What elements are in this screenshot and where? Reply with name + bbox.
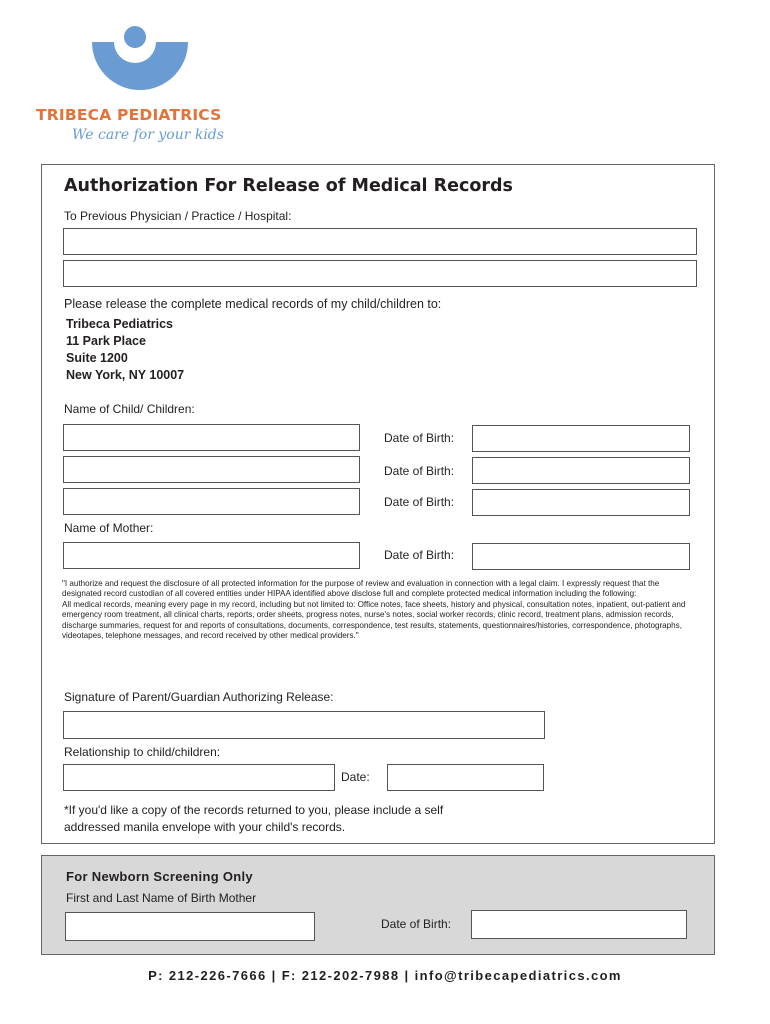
child-name-field-3[interactable] — [63, 488, 360, 515]
recipient-city: New York, NY 10007 — [66, 368, 185, 382]
release-to-label: Please release the complete medical records of my child/children to: — [64, 297, 442, 311]
authorization-paragraph-1: "I authorize and request the disclosure of all protected information for the purpose of review and evaluation in connection with a legal claim. I expressly request that the designated record custodian of all covered entities under HIPAA identified above disclose full and complete protected medical information including the following: — [62, 579, 660, 599]
child-dob-field-3[interactable] — [472, 489, 690, 516]
child-dob-label-1: Date of Birth: — [384, 431, 455, 445]
authorization-paragraph-2: All medical records, meaning every page in my record, including but not limited to: Office notes, face sheets, history and physical, consultation notes, inpatient, out-patient and emergency room treatment, all clinical charts, reports, order sheets, progress notes, nurse's notes, social worker records, clinic record, treatment plans, admission records, discharge summaries, request for and reports of consultations, documents, correspondence, test results, statements, questionnaires/histories, correspondence, photographs, videotapes, telephone messages, and record received by other medical providers." — [62, 599, 686, 641]
mother-name-label: Name of Mother: — [64, 521, 154, 535]
copy-note — [64, 802, 443, 836]
previous-physician-label: To Previous Physician / Practice / Hospital: — [64, 209, 292, 223]
child-dob-field-2[interactable] — [472, 457, 690, 484]
logo-tagline: We care for your kids — [72, 127, 224, 143]
mother-dob-field[interactable] — [472, 543, 690, 570]
previous-physician-field-1[interactable] — [63, 228, 697, 255]
birth-mother-label: First and Last Name of Birth Mother — [66, 891, 257, 905]
child-dob-label-2: Date of Birth: — [384, 464, 455, 478]
child-names-label: Name of Child/ Children: — [64, 402, 195, 416]
authorization-statement — [62, 579, 686, 641]
mother-dob-label: Date of Birth: — [384, 548, 455, 562]
copy-note-line-2: addressed manila envelope with your child's records. — [64, 820, 346, 834]
relationship-field[interactable] — [63, 764, 335, 791]
newborn-dob-field[interactable] — [471, 910, 687, 939]
child-name-field-2[interactable] — [63, 456, 360, 483]
child-name-field-1[interactable] — [63, 424, 360, 451]
recipient-street: 11 Park Place — [66, 334, 146, 348]
recipient-suite: Suite 1200 — [66, 351, 128, 365]
signature-field[interactable] — [63, 711, 545, 739]
previous-physician-field-2[interactable] — [63, 260, 697, 287]
newborn-dob-label: Date of Birth: — [381, 917, 452, 931]
child-dob-label-3: Date of Birth: — [384, 495, 455, 509]
logo-brand-name: TRIBECA PEDIATRICS — [36, 106, 222, 124]
contact-footer: P: 212-226-7666 | F: 212-202-7988 | info@tribecapediatrics.com — [148, 968, 622, 983]
child-dob-field-1[interactable] — [472, 425, 690, 452]
form-title: Authorization For Release of Medical Records — [64, 176, 513, 196]
birth-mother-field[interactable] — [65, 912, 315, 941]
recipient-name: Tribeca Pediatrics — [66, 317, 174, 331]
signature-label: Signature of Parent/Guardian Authorizing Release: — [64, 690, 334, 704]
signature-date-label: Date: — [341, 770, 370, 784]
newborn-heading: For Newborn Screening Only — [66, 869, 253, 884]
copy-note-line-1: *If you'd like a copy of the records returned to you, please include a self — [64, 803, 444, 817]
mother-name-field[interactable] — [63, 542, 360, 569]
relationship-label: Relationship to child/children: — [64, 745, 221, 759]
signature-date-field[interactable] — [387, 764, 544, 791]
logo-mark-icon — [88, 22, 192, 104]
